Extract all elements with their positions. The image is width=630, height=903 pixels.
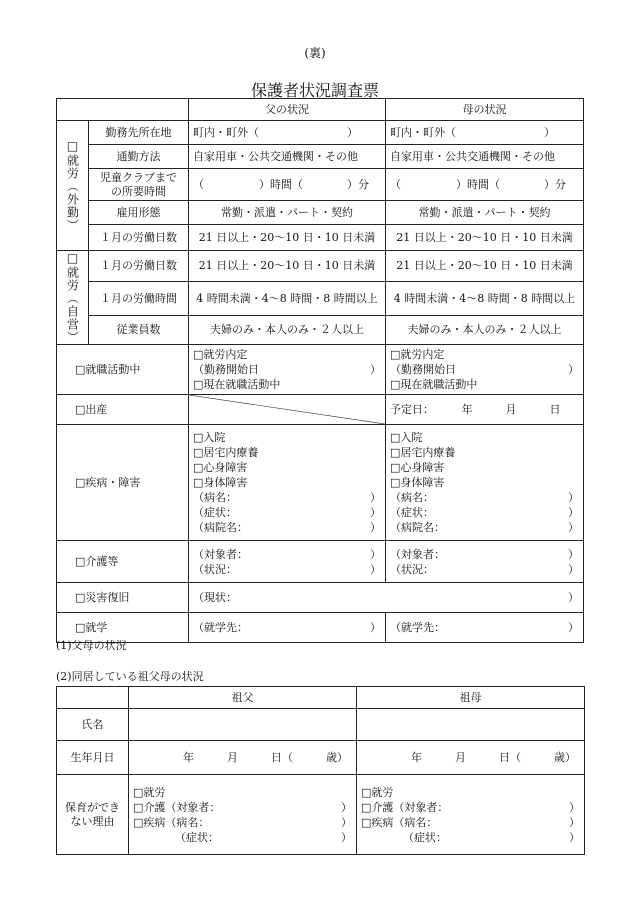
grandfather-symptom-field[interactable] (133, 830, 352, 845)
job-search-checkbox[interactable]: □就職活動中 (57, 345, 189, 395)
mother-physical-disability-checkbox[interactable]: □身体障害 (390, 476, 445, 489)
mother-illness (386, 425, 584, 541)
paren-close: ） (568, 590, 579, 604)
father-hospital-checkbox[interactable]: □入院 (193, 431, 226, 444)
page-side-label: (裏) (304, 46, 326, 60)
paren-close: ） (370, 547, 381, 561)
disaster-checkbox[interactable]: □災害復旧 (57, 583, 189, 613)
travel-time-label-line2: の所要時間 (111, 184, 166, 198)
mother-due-date[interactable]: 予定日： 年 月 日 (386, 395, 584, 425)
father-disease-name-field[interactable] (193, 490, 381, 505)
grandmother-care-label: □介護（対象者： (361, 800, 449, 814)
father-symptom-field[interactable] (193, 505, 381, 520)
mother-self-workdays[interactable]: 21 日以上・20～10 日・10 日未満 (386, 251, 584, 282)
mother-home-care-checkbox[interactable]: □居宅内療養 (390, 446, 456, 459)
mother-workdays[interactable]: 21 日以上・20～10 日・10 日未満 (386, 225, 584, 251)
father-hospital-name-label: （病院名： (193, 521, 248, 534)
mother-employees[interactable]: 夫婦のみ・本人のみ・２人以上 (386, 316, 584, 345)
paren-close: ） (569, 815, 580, 829)
mother-searching-checkbox[interactable]: □現在就職活動中 (390, 378, 478, 391)
grandmother-illness-label: □疾病（病名： (361, 815, 438, 829)
father-care-status-label: （状況： (193, 562, 237, 576)
mother-hospital-name-field[interactable] (390, 520, 579, 535)
father-symptom-label: （症状： (193, 506, 237, 519)
mother-job-offer-checkbox[interactable]: □就労内定 (390, 348, 445, 361)
paren-close: ） (568, 562, 579, 576)
row-label-self-hours: １月の労働時間 (89, 281, 189, 316)
illness-checkbox[interactable]: □疾病・障害 (57, 425, 189, 541)
mother-start-date-field[interactable] (390, 362, 579, 377)
father-job-search (189, 345, 386, 395)
father-birth-na (189, 395, 386, 425)
paren-close: ） (370, 562, 381, 576)
paren-close: ） (341, 800, 352, 814)
grandfather-care-label: □介護（対象者： (133, 800, 221, 814)
care-checkbox[interactable]: □介護等 (57, 541, 189, 583)
mother-care-status-label: （状況： (390, 562, 434, 576)
paren-close: ） (370, 620, 381, 634)
paren-close: ） (370, 491, 381, 504)
mother-symptom-label: （症状： (390, 506, 434, 519)
grandfather-symptom-label: （症状： (175, 830, 219, 844)
father-employment[interactable]: 常勤・派遣・パート・契約 (189, 201, 386, 225)
father-self-workdays[interactable]: 21 日以上・20～10 日・10 日未満 (189, 251, 386, 282)
father-workdays[interactable]: 21 日以上・20～10 日・10 日未満 (189, 225, 386, 251)
grandmother-birthdate-field[interactable]: 年 月 日（ 歳） (357, 741, 585, 775)
grandparents-status-table (56, 686, 585, 855)
father-start-date-field[interactable] (193, 362, 381, 377)
disaster-status-field[interactable] (189, 583, 584, 613)
grandmother-symptom-field[interactable] (361, 830, 580, 845)
father-school-label: （就学先： (193, 620, 248, 634)
paren-close: ） (568, 506, 579, 519)
mother-care (386, 541, 584, 583)
mother-mental-disability-checkbox[interactable]: □心身障害 (390, 461, 445, 474)
father-disease-name-label: （病名： (193, 491, 237, 504)
father-start-date-close: ） (370, 363, 381, 376)
grandmother-symptom-label: （症状： (403, 830, 447, 844)
grandmother-header: 祖母 (357, 687, 585, 709)
row-label-birthdate: 生年月日 (57, 741, 129, 775)
row-label-commute: 通勤方法 (89, 145, 189, 169)
grandfather-reason (129, 775, 357, 855)
father-searching-checkbox[interactable]: □現在就職活動中 (193, 378, 281, 391)
father-physical-disability-checkbox[interactable]: □身体障害 (193, 476, 248, 489)
row-label-name: 氏名 (57, 709, 129, 741)
grandmother-illness-checkbox[interactable] (361, 815, 580, 830)
father-header: 父の状況 (189, 99, 386, 121)
corner-cell (57, 687, 129, 709)
paren-close: ） (341, 830, 352, 844)
grandfather-illness-checkbox[interactable] (133, 815, 352, 830)
father-school-field[interactable] (189, 613, 386, 643)
grandfather-work-checkbox[interactable]: □就労 (133, 785, 166, 799)
mother-workplace[interactable]: 町内・町外（ ） (386, 121, 584, 145)
paren-close: ） (568, 547, 579, 561)
diagonal-strike-line (189, 395, 385, 424)
grandmother-care-checkbox[interactable] (361, 800, 580, 815)
father-home-care-checkbox[interactable]: □居宅内療養 (193, 446, 259, 459)
paren-close: ） (568, 521, 579, 534)
father-start-date-label: （勤務開始日 (193, 363, 259, 376)
row-label-self-workdays: １月の労働日数 (89, 251, 189, 282)
mother-start-date-close: ） (568, 363, 579, 376)
row-label-employment: 雇用形態 (89, 201, 189, 225)
paren-close: ） (568, 620, 579, 634)
father-care-target-label: （対象者： (193, 547, 248, 561)
mother-hospital-name-label: （病院名： (390, 521, 445, 534)
mother-job-search (386, 345, 584, 395)
mother-disease-name-label: （病名： (390, 491, 434, 504)
father-care-status-field[interactable] (193, 562, 381, 577)
father-workplace[interactable]: 町内・町外（ ） (189, 121, 386, 145)
school-checkbox[interactable]: □就学 (57, 613, 189, 643)
grandmother-work-checkbox[interactable]: □就労 (361, 785, 394, 799)
group-outside-work[interactable]: □就労（外勤） (57, 121, 89, 251)
travel-time-label-line1: 児童クラブまで (100, 170, 177, 184)
father-employees[interactable]: 夫婦のみ・本人のみ・２人以上 (189, 316, 386, 345)
mother-care-target-field[interactable] (390, 547, 579, 562)
father-hospital-name-field[interactable] (193, 520, 381, 535)
page-title: 保護者状況調査票 (250, 81, 379, 100)
grandfather-care-checkbox[interactable] (133, 800, 352, 815)
row-label-workplace: 勤務先所在地 (89, 121, 189, 145)
row-label-employees: 従業員数 (89, 316, 189, 345)
mother-commute[interactable]: 自家用車・公共交通機関・その他 (386, 145, 584, 169)
caption-grandparents: (2)同居している祖父母の状況 (56, 670, 204, 683)
grandfather-name-field[interactable] (129, 709, 357, 741)
father-care-target-field[interactable] (193, 547, 381, 562)
parents-status-table (56, 98, 584, 643)
mother-care-target-label: （対象者： (390, 547, 445, 561)
father-travel-time[interactable]: （ ）時間（ ）分 (189, 169, 386, 201)
mother-symptom-field[interactable] (390, 505, 579, 520)
father-job-offer-checkbox[interactable]: □就労内定 (193, 348, 248, 361)
mother-school-label: （就学先： (390, 620, 445, 634)
father-commute[interactable]: 自家用車・公共交通機関・その他 (189, 145, 386, 169)
mother-care-status-field[interactable] (390, 562, 579, 577)
caption-parents: (1)父母の状況 (56, 639, 127, 652)
paren-close: ） (568, 491, 579, 504)
grandmother-reason (357, 775, 585, 855)
row-label-travel-time (89, 169, 189, 201)
paren-close: ） (341, 815, 352, 829)
mother-self-hours[interactable]: 4 時間未満・4～8 時間・8 時間以上 (386, 281, 584, 316)
group-self-employed[interactable]: □就労（自営） (57, 251, 89, 345)
grandfather-header: 祖父 (129, 687, 357, 709)
mother-disease-name-field[interactable] (390, 490, 579, 505)
mother-school-field[interactable] (386, 613, 584, 643)
father-self-hours[interactable]: 4 時間未満・4～8 時間・8 時間以上 (189, 281, 386, 316)
grandfather-birthdate-field[interactable]: 年 月 日（ 歳） (129, 741, 357, 775)
mother-hospital-checkbox[interactable]: □入院 (390, 431, 423, 444)
paren-close: ） (569, 830, 580, 844)
father-care (189, 541, 386, 583)
grandmother-name-field[interactable] (357, 709, 585, 741)
paren-close: ） (370, 506, 381, 519)
paren-close: ） (569, 800, 580, 814)
father-mental-disability-checkbox[interactable]: □心身障害 (193, 461, 248, 474)
disaster-status-label: （現状： (193, 590, 237, 604)
paren-close: ） (370, 521, 381, 534)
birth-checkbox[interactable]: □出産 (57, 395, 189, 425)
mother-employment[interactable]: 常勤・派遣・パート・契約 (386, 201, 584, 225)
grandfather-illness-label: □疾病（病名： (133, 815, 210, 829)
corner-cell (57, 99, 189, 121)
row-label-reason (57, 775, 129, 855)
mother-header: 母の状況 (386, 99, 584, 121)
mother-travel-time[interactable]: （ ）時間（ ）分 (386, 169, 584, 201)
father-illness (189, 425, 386, 541)
mother-start-date-label: （勤務開始日 (390, 363, 456, 376)
row-label-workdays: １月の労働日数 (89, 225, 189, 251)
reason-label-line1: 保育ができ (65, 800, 120, 814)
reason-label-line2: ない理由 (70, 814, 115, 828)
